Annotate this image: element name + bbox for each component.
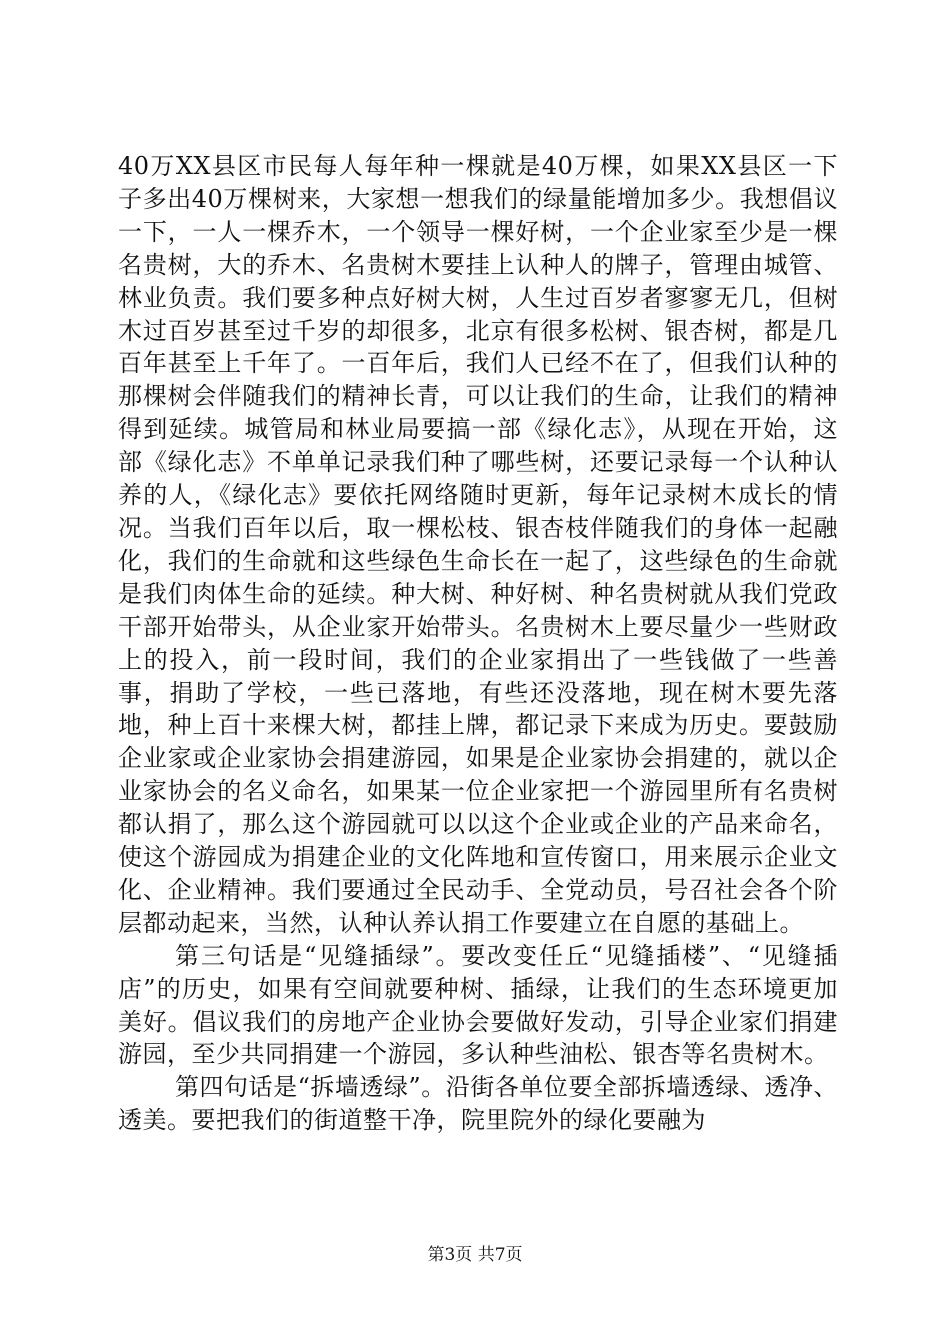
paragraph-2: 第三句话是“见缝插绿”。要改变任丘“见缝插楼”、“见缝插店”的历史，如果有空间就要种树、插绿，让我们的生态环境更加美好。倡议我们的房地产企业协会要做好发动，引导企业家们捐建游园，至少共同捐建一个游园，多认种些油松、银杏等名贵树木。	[118, 941, 838, 1069]
paragraph-1: 40万XX县区市民每人每年种一棵就是40万棵，如果XX县区一下子多出40万棵树来，大家想一想我们的绿量能增加多少。我想倡议一下，一人一棵乔木，一个领导一棵好树，一个企业家至少是一棵名贵树，大的乔木、名贵树木要挂上认种人的牌子，管理由城管、林业负责。我们要多种点好树大树，人生过百岁者寥寥无几，但树木过百岁甚至过千岁的却很多，北京有很多松树、银杏树，都是几百年甚至上千年了。一百年后，我们人已经不在了，但我们认种的那棵树会伴随我们的精神长青，可以让我们的生命，让我们的精神得到延续。城管局和林业局要搞一部《绿化志》，从现在开始，这部《绿化志》不单单记录我们种了哪些树，还要记录每一个认种认养的人，《绿化志》要依托网络随时更新，每年记录树木成长的情况。当我们百年以后，取一棵松枝、银杏枝伴随我们的身体一起融化，我们的生命就和这些绿色生命长在一起了，这些绿色的生命就是我们肉体生命的延续。种大树、种好树、种名贵树就从我们党政干部开始带头，从企业家开始带头。名贵树木上要尽量少一些财政上的投入，前一段时间，我们的企业家捐出了一些钱做了一些善事，捐助了学校，一些已落地，有些还没落地，现在树木要先落地，种上百十来棵大树，都挂上牌，都记录下来成为历史。要鼓励企业家或企业家协会捐建游园，如果是企业家协会捐建的，就以企业家协会的名义命名，如果某一位企业家把一个游园里所有名贵树都认捐了，那么这个游园就可以以这个企业或企业的产品来命名，使这个游园成为捐建企业的文化阵地和宣传窗口，用来展示企业文化、企业精神。我们要通过全民动手、全党动员，号召社会各个阶层都动起来，当然，认种认养认捐工作要建立在自愿的基础上。	[118, 152, 838, 937]
paragraph-3: 第四句话是“拆墙透绿”。沿街各单位要全部拆墙透绿、透净、透美。要把我们的街道整干净，院里院外的绿化要融为	[118, 1073, 838, 1135]
page-footer: 第3页 共7页	[427, 1245, 523, 1265]
document-body	[118, 150, 838, 1137]
